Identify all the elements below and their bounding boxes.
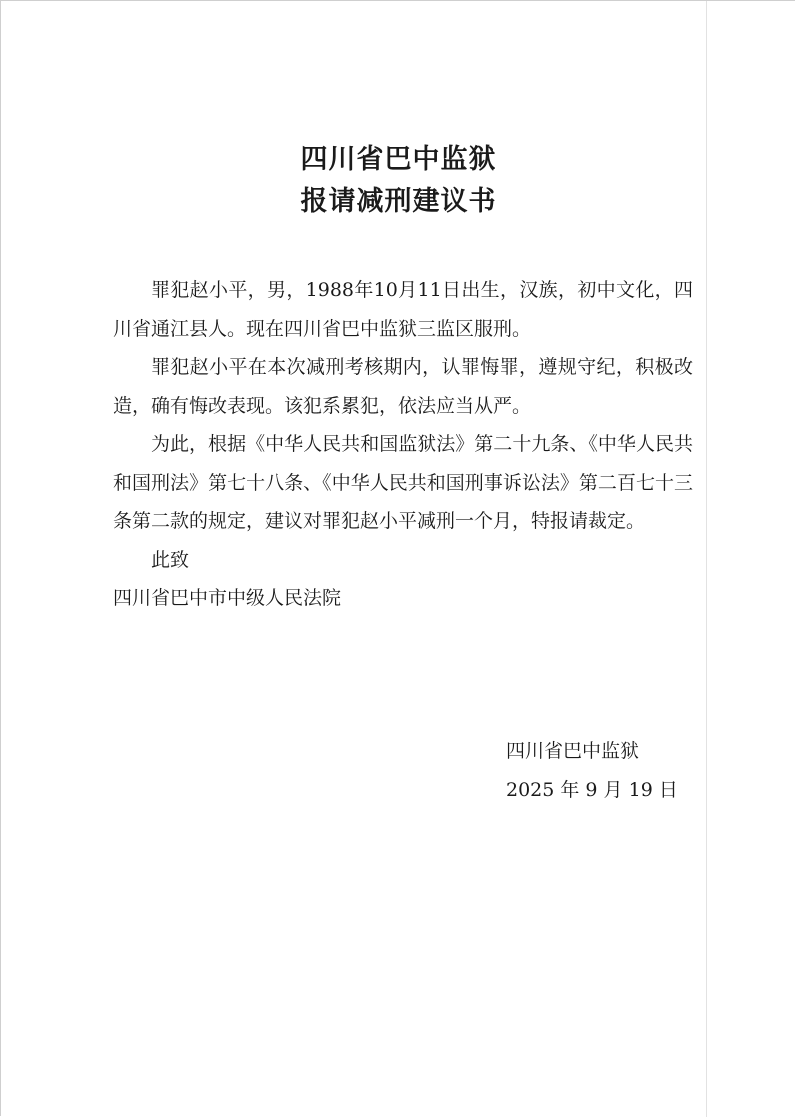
signature-organization: 四川省巴中监狱 xyxy=(506,740,640,762)
paragraph-personal-info: 罪犯赵小平，男，1988年10月11日出生，汉族，初中文化，四川省通江县人。现在四川省巴中监狱三监区服刑。 xyxy=(113,279,693,340)
paragraph-legal-basis: 为此，根据《中华人民共和国监狱法》第二十九条、《中华人民共和国刑法》第七十八条、《中华人民共和国刑事诉讼法》第二百七十三条第二款的规定，建议对罪犯赵小平减刑一个月，特报请裁定。 xyxy=(113,433,693,532)
paragraph-salutation: 此致 xyxy=(151,548,190,571)
recipient-court: 四川省巴中市中级人民法院 xyxy=(113,587,342,609)
document-body xyxy=(113,271,693,618)
signature-date: 2025 年 9 月 19 日 xyxy=(506,779,678,801)
document-title-line1: 四川省巴中监狱 xyxy=(300,144,497,175)
document-title-line2: 报请减刑建议书 xyxy=(300,186,497,217)
paragraph-performance: 罪犯赵小平在本次减刑考核期内，认罪悔罪，遵规守纪，积极改造，确有悔改表现。该犯系累犯，依法应当从严。 xyxy=(113,356,693,417)
